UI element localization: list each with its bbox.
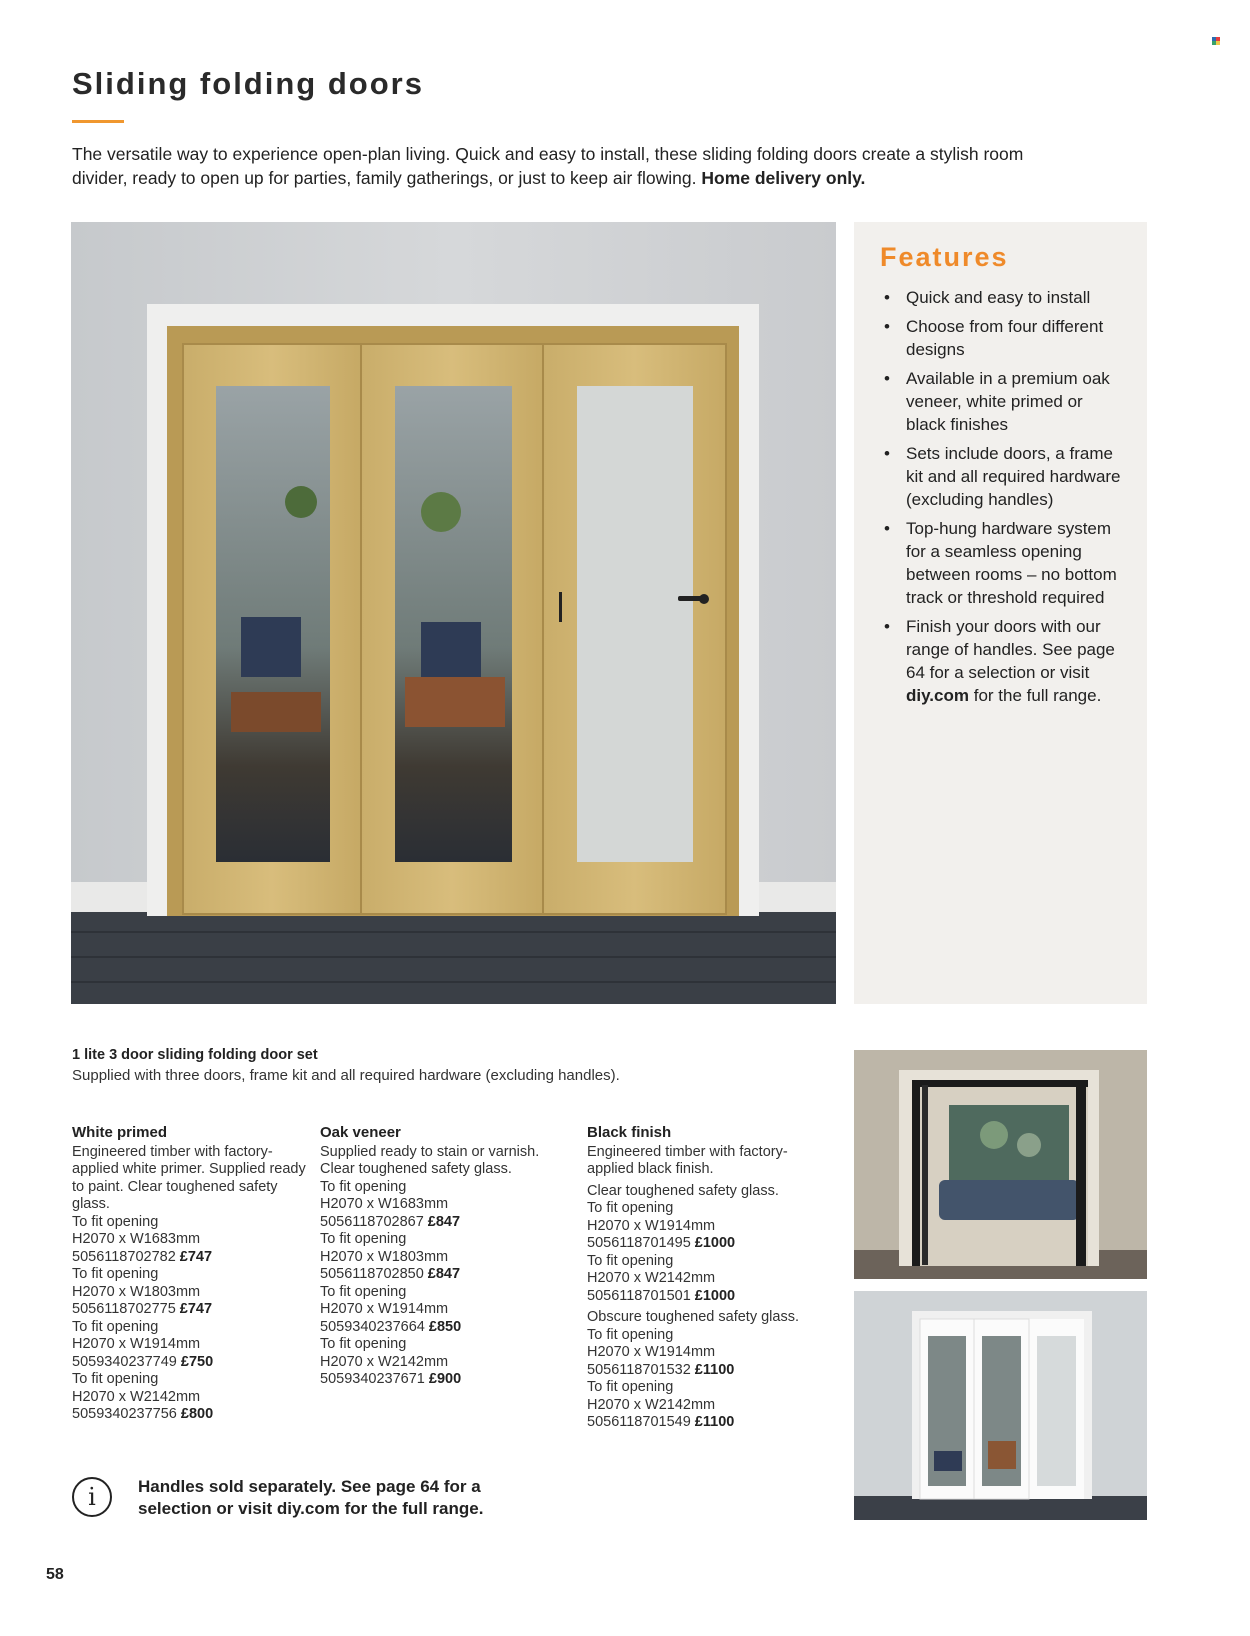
features-title: Features	[880, 242, 1009, 272]
black-door-image	[854, 1050, 1147, 1279]
clear-glass-label: Clear toughened safety glass.	[587, 1182, 779, 1199]
fit-label: To fit opening	[320, 1178, 407, 1195]
handles-note: Handles sold separately. See page 64 for a selection or visit diy.com for the full range.	[138, 1477, 484, 1518]
variant-size: H2070 x W1914mm	[320, 1301, 449, 1317]
page-title: Sliding folding doors	[72, 66, 424, 101]
variant-price: £1000	[694, 1235, 736, 1251]
intro-body: The versatile way to experience open-plan living. Quick and easy to install, these sliding folding doors create a stylish room divider, ready to open up for parties, family gatherings, or just to keep air flowing.	[72, 144, 1024, 188]
variant-code: 5056118701532	[587, 1361, 691, 1378]
variant	[320, 1336, 565, 1389]
variant	[587, 1379, 827, 1432]
variant-code: 5056118702867	[320, 1213, 424, 1230]
variant-size: H2070 x W1683mm	[320, 1196, 449, 1212]
variant	[320, 1284, 565, 1337]
variant	[587, 1327, 827, 1380]
variant-size: H2070 x W1803mm	[320, 1248, 449, 1265]
variant-code: 5056118701495	[587, 1235, 691, 1251]
variant	[587, 1200, 827, 1253]
variant-code: 5056118702775	[72, 1301, 176, 1317]
fit-label: To fit opening	[587, 1252, 674, 1269]
variant	[72, 1371, 307, 1424]
product-title: 1 lite 3 door sliding folding door set	[72, 1047, 318, 1063]
variant-size: H2070 x W1914mm	[587, 1344, 716, 1360]
variant-size: H2070 x W2142mm	[587, 1396, 716, 1413]
feature-item: • Top-hung hardware system for a seamless opening between rooms – no bottom track or threshold required	[880, 517, 1125, 609]
variant-size: H2070 x W2142mm	[320, 1353, 449, 1370]
variant	[72, 1319, 307, 1372]
black-finish-column	[587, 1124, 827, 1432]
variant-price: £1100	[694, 1414, 735, 1430]
variant-price: £747	[179, 1248, 213, 1265]
variant-code: 5056118702850	[320, 1266, 424, 1282]
variant	[587, 1253, 827, 1306]
variant-code: 5059340237749	[72, 1353, 177, 1370]
oak-heading: Oak veneer	[320, 1124, 401, 1141]
variant-code: 5059340237756	[72, 1406, 177, 1422]
variant-code: 5056118701549	[587, 1414, 691, 1430]
product-subtitle: Supplied with three doors, frame kit and all required hardware (excluding handles).	[72, 1067, 620, 1084]
variant-code: 5056118702782	[72, 1248, 176, 1265]
fit-label: To fit opening	[72, 1371, 159, 1387]
white-primed-column	[72, 1124, 307, 1424]
variant	[320, 1231, 565, 1284]
fit-label: To fit opening	[320, 1336, 407, 1352]
variant-code: 5056118701501	[587, 1287, 691, 1304]
variant-size: H2070 x W1914mm	[72, 1336, 201, 1352]
variant	[72, 1214, 307, 1267]
features-list	[880, 286, 1125, 713]
info-icon: i	[72, 1477, 112, 1517]
white-door-image	[854, 1291, 1147, 1520]
variant-price: £800	[180, 1406, 214, 1422]
variant	[320, 1179, 565, 1232]
variant-price: £1100	[694, 1361, 735, 1378]
variant-price: £900	[428, 1371, 462, 1387]
oak-veneer-column	[320, 1124, 565, 1389]
variant-code: 5059340237664	[320, 1318, 425, 1335]
intro-bold: Home delivery only.	[701, 168, 866, 188]
variant-size: H2070 x W2142mm	[587, 1270, 716, 1286]
white-description: Engineered timber with factory-applied white primer. Supplied ready to paint. Clear toughened safety glass.	[72, 1143, 306, 1212]
feature-item: • Quick and easy to install	[880, 286, 1125, 309]
variant-size: H2070 x W1803mm	[72, 1283, 201, 1300]
fit-label: To fit opening	[320, 1231, 407, 1247]
variant-code: 5059340237671	[320, 1371, 425, 1387]
variant-size: H2070 x W1683mm	[72, 1231, 201, 1247]
feature-item-handles	[880, 615, 1125, 707]
variant-size: H2070 x W1914mm	[587, 1217, 716, 1234]
hero-image-oak-door	[71, 222, 836, 1004]
feature-item: • Sets include doors, a frame kit and all required hardware (excluding handles)	[880, 442, 1125, 511]
fit-label: To fit opening	[587, 1379, 674, 1395]
variant-price: £847	[427, 1213, 461, 1230]
features-panel	[854, 222, 1147, 1004]
variant-price: £847	[427, 1266, 461, 1282]
feature-handles-end: for the full range.	[973, 686, 1102, 705]
feature-item: • Available in a premium oak veneer, white primed or black finishes	[880, 367, 1125, 436]
page-number: 58	[46, 1566, 64, 1583]
white-heading: White primed	[72, 1124, 168, 1141]
fit-label: To fit opening	[72, 1266, 159, 1282]
feature-item: • Choose from four different designs	[880, 315, 1125, 361]
intro-text	[72, 142, 1072, 190]
oak-description: Supplied ready to stain or varnish. Clear toughened safety glass.	[320, 1143, 540, 1177]
fit-label: To fit opening	[320, 1283, 407, 1300]
variant-price: £750	[180, 1353, 214, 1370]
variant	[72, 1266, 307, 1319]
black-heading: Black finish	[587, 1124, 672, 1141]
logo-mark-icon	[1212, 37, 1220, 45]
variant-price: £1000	[694, 1287, 736, 1304]
variant-size: H2070 x W2142mm	[72, 1388, 201, 1405]
fit-label: To fit opening	[587, 1200, 674, 1216]
feature-handles-text: Finish your doors with our range of handles. See page 64 for a selection or visit	[906, 617, 1115, 682]
diy-link[interactable]: diy.com	[906, 686, 969, 705]
title-underline	[72, 120, 124, 123]
black-description: Engineered timber with factory-applied black finish.	[587, 1143, 788, 1177]
variant-price: £747	[179, 1301, 213, 1317]
fit-label: To fit opening	[72, 1318, 159, 1335]
obscure-glass-label: Obscure toughened safety glass.	[587, 1309, 799, 1325]
fit-label: To fit opening	[72, 1213, 159, 1230]
variant-price: £850	[428, 1318, 462, 1335]
corner-logo-mark	[1212, 32, 1220, 40]
fit-label: To fit opening	[587, 1326, 674, 1343]
